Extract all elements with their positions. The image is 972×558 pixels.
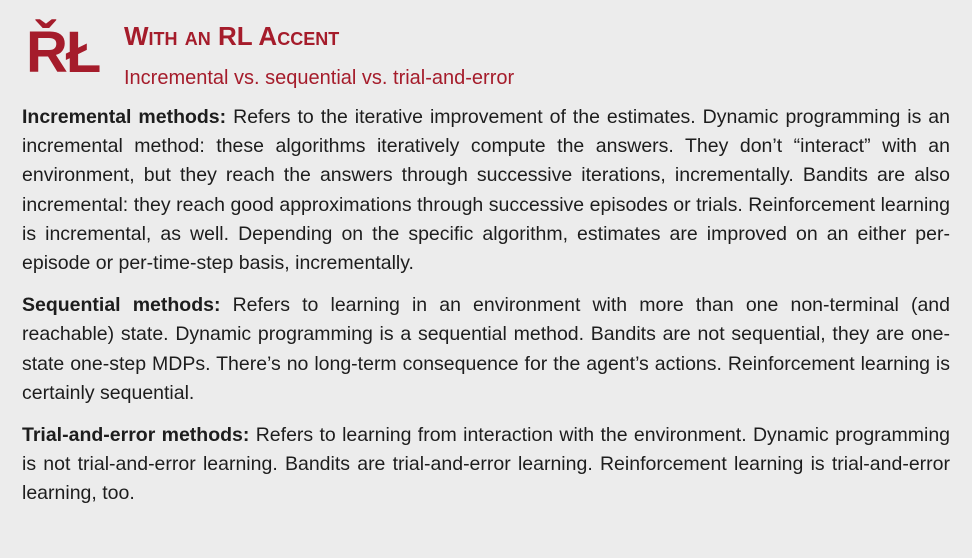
term-sequential: Sequential methods:	[22, 294, 221, 317]
rl-logo: ŘŁ	[26, 20, 100, 85]
paragraph-incremental	[22, 103, 950, 278]
paragraph-trial-and-error	[22, 421, 950, 509]
definition-incremental: Refers to the iterative improvement of the estimates. Dynamic programming is an incremental method: these algorithms iteratively compute the answers. They don’t “interact” with an environment, but they reach the answers through successive iterations, incrementally. Bandits are also incremental: they reach good approximations through successive episodes or trials. Reinforcement learning is incremental, as well. Depending on the specific algorithm, estimates are improved on an either per-episode or per-time-step basis, incrementally.	[22, 106, 950, 275]
box-subtitle: Incremental vs. sequential vs. trial-and-error	[124, 67, 515, 89]
paragraph-sequential	[22, 291, 950, 408]
box-title: With an RL Accent	[124, 21, 340, 51]
term-trial-and-error: Trial-and-error methods:	[22, 424, 250, 447]
term-incremental: Incremental methods:	[22, 106, 227, 128]
box-body	[22, 103, 950, 522]
definition-sequential: Refers to learning in an environment with more than one non-terminal (and reachable) state. Dynamic programming is a sequential method. Bandits are not sequential, they are one-state one-step MDPs. There’s no long-term consequence for the agent’s actions. Reinforcement learning is certainly sequential.	[22, 294, 950, 404]
definition-trial-and-error: Refers to learning from interaction with the environment. Dynamic programming is not trial-and-error learning. Bandits are trial-and-error learning. Reinforcement learning is trial-and-error learning, too.	[22, 424, 951, 505]
